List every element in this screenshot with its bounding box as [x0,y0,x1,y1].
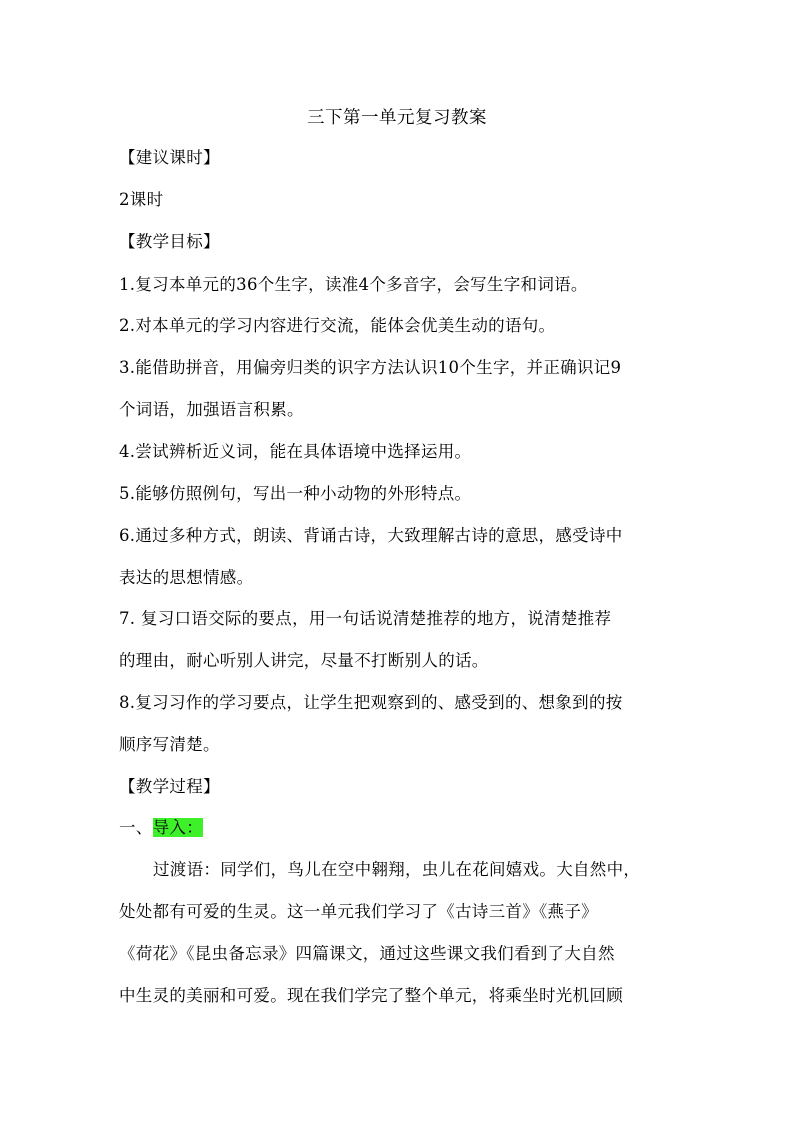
goal-line: 8.复习习作的学习要点，让学生把观察到的、感受到的、想象到的按 [119,693,623,712]
goal-line: 7. 复习口语交际的要点，用一句话说清楚推荐的地方，说清楚推荐 [119,609,612,628]
section-heading-hours: 【建议课时】 [119,148,220,167]
goal-line: 4.尝试辨析近义词，能在具体语境中选择运用。 [119,442,472,461]
paragraph-line: 过渡语：同学们，鸟儿在空中翱翔，虫儿在花间嬉戏。大自然中， [153,860,641,879]
step-heading [119,813,679,843]
goal-line: 顺序写清楚。 [119,735,220,754]
section-heading-goals: 【教学目标】 [119,232,220,251]
goal-line: 5.能够仿照例句，写出一种小动物的外形特点。 [119,484,472,503]
goal-line: 1.复习本单元的36个生字，读准4个多音字，会写生字和词语。 [119,275,588,294]
goal-line: 6.通过多种方式，朗读、背诵古诗，大致理解古诗的意思，感受诗中 [119,526,623,545]
goal-line: 3.能借助拼音，用偏旁归类的识字方法认识10个生字，并正确识记9 [119,358,622,377]
paragraph-line: 中生灵的美丽和可爱。现在我们学完了整个单元，将乘坐时光机回顾 [119,986,623,1005]
goal-line: 2.对本单元的学习内容进行交流，能体会优美生动的语句。 [119,316,556,335]
goal-line: 表达的思想情感。 [119,568,254,587]
goal-line: 个词语，加强语言积累。 [119,400,304,419]
hours-text: 2课时 [119,190,164,209]
highlighted-step-label: 导入： [152,818,204,837]
section-heading-process: 【教学过程】 [119,777,220,796]
paragraph-line: 处处都有可爱的生灵。这一单元我们学习了《古诗三首》《燕子》 [119,902,598,921]
page-title: 三下第一单元复习教案 [307,108,487,128]
step-number: 一、 [119,818,153,837]
paragraph-line: 《荷花》《昆虫备忘录》四篇课文，通过这些课文我们看到了大自然 [119,944,615,963]
goal-line: 的理由，耐心听别人讲完，尽量不打断别人的话。 [119,651,489,670]
